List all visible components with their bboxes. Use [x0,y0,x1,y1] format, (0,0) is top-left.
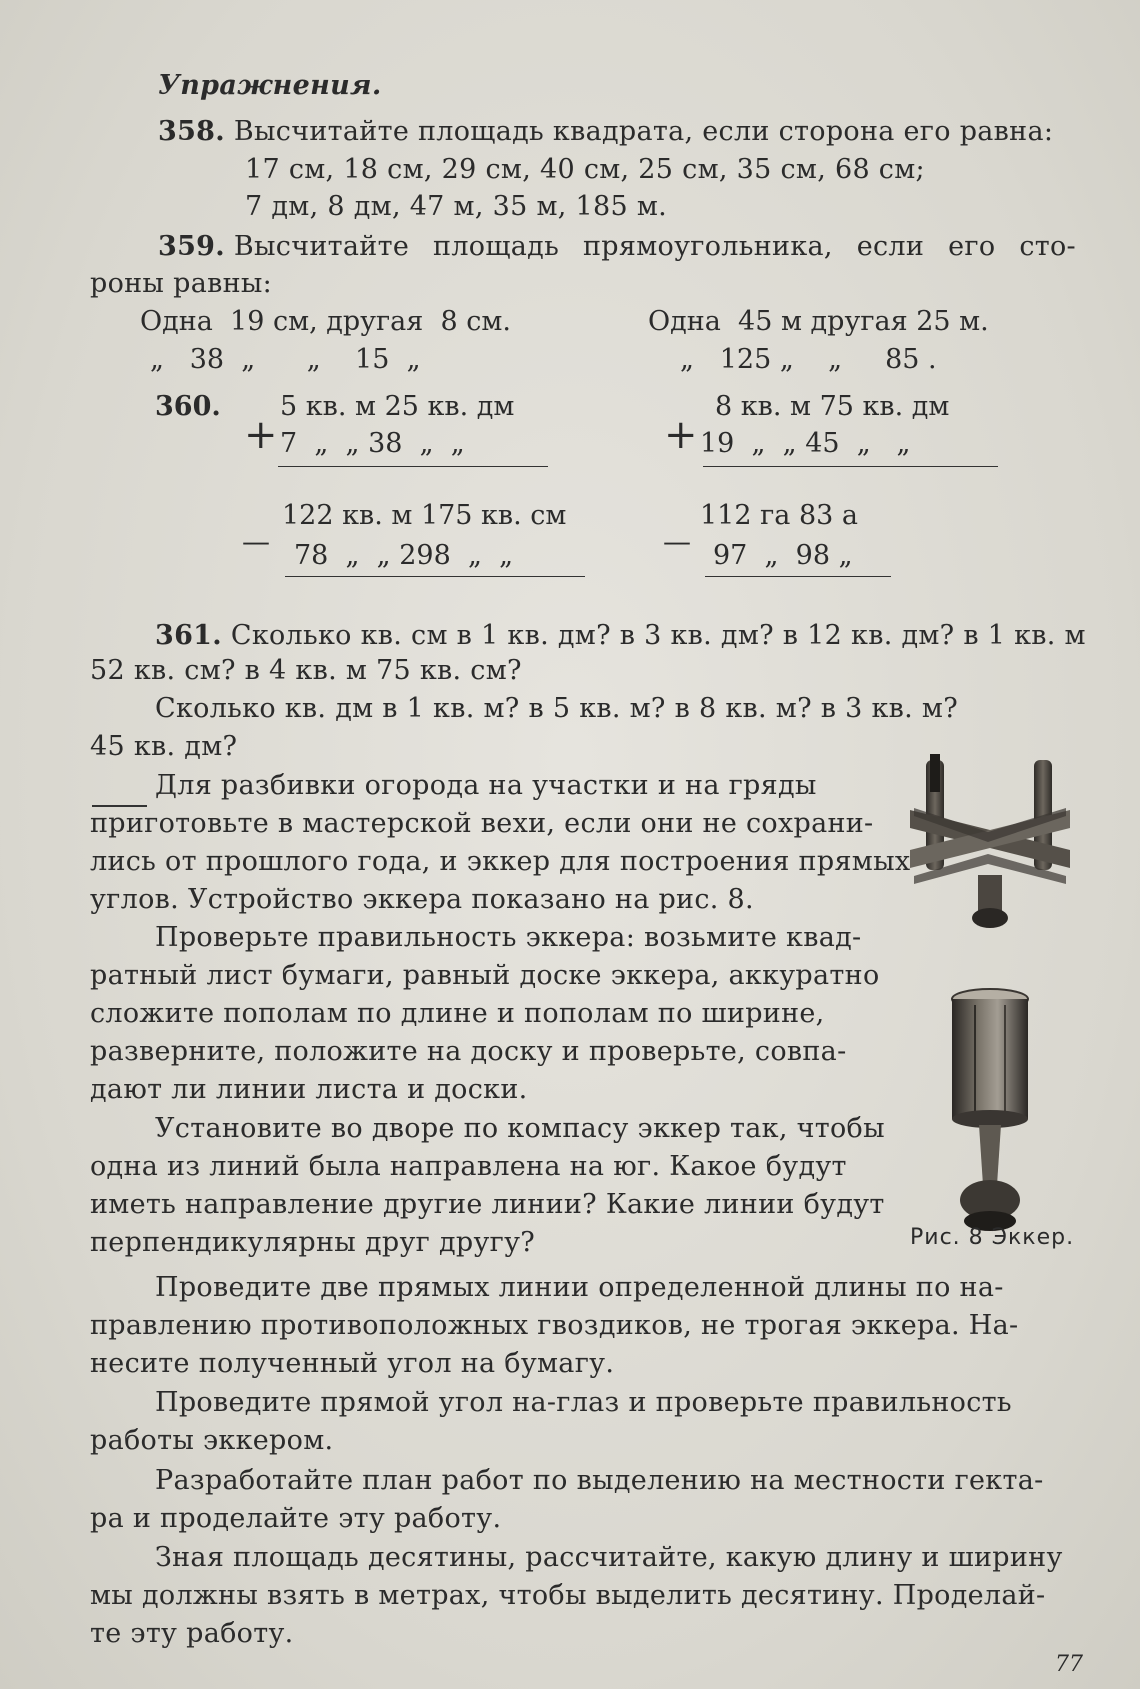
exercise-361-line3: Сколько кв. дм в 1 кв. м? в 5 кв. м? в 8 кв. м? в 3 кв. м? [155,693,958,724]
word: его [948,231,996,262]
exercise-358 [158,116,1053,148]
minus-sign: — [663,525,691,558]
diff-d-bottom: 97 „ 98 „ [713,540,853,571]
eccer-side-illustration [935,985,1045,1240]
sum-b-bottom: 19 „ „ 45 „ „ [700,428,911,459]
eccer-top-illustration [900,750,1080,940]
word: Высчитайте [233,231,410,262]
body-line: несите полученный угол на бумагу. [90,1348,615,1379]
body-line: те эту работу. [90,1618,294,1649]
figure-caption: Рис. 8 Эккер. [910,1225,1075,1250]
body-line: углов. Устройство эккера показано на рис. 8. [90,884,754,915]
body-line: приготовьте в мастерской вехи, если они не сохрани- [90,808,874,839]
plus-sign: + [244,412,278,458]
body-line: ра и проделайте эту работу. [90,1503,502,1534]
underline [285,576,585,577]
body-line: мы должны взять в метрах, чтобы выделить десятину. Проделай- [90,1580,1046,1611]
minus-sign: — [242,525,270,558]
exercise-359-line2: роны равны: [90,268,273,299]
body-line: одна из линий была направлена на юг. Какое будут [90,1151,847,1182]
word: прямоугольника, [583,231,833,262]
diff-d-top: 112 га 83 а [700,500,858,531]
body-line: дают ли линии листа и доски. [90,1074,528,1105]
body-line: разверните, положите на доску и проверьте, совпа- [90,1036,847,1067]
sum-a-bottom: 7 „ „ 38 „ „ [280,428,465,459]
plus-sign: + [664,412,698,458]
exercise-358-values-1: 17 см, 18 см, 29 см, 40 см, 25 см, 35 см, 68 см; [245,154,925,185]
body-line: лись от прошлого года, и эккер для построения прямых [90,846,911,877]
exercises-heading: Упражнения. [158,70,382,101]
exercise-360-number: 360. [155,391,221,422]
body-line: Разработайте план работ по выделению на местности гекта- [155,1465,1044,1496]
exercise-359 [158,231,1076,263]
sum-a-top: 5 кв. м 25 кв. дм [280,391,515,422]
diff-c-top: 122 кв. м 175 кв. см [282,500,567,531]
body-line: перпендикулярны друг другу? [90,1227,536,1258]
word: если [856,231,925,262]
diff-c-bottom: 78 „ „ 298 „ „ [294,540,514,571]
exercise-359-row2-left: „ 38 „ „ 15 „ [150,344,421,375]
exercise-361-line2: 52 кв. см? в 4 кв. м 75 кв. см? [90,655,522,686]
exercise-number: 358. [158,116,225,147]
body-line: Проведите прямой угол на-глаз и проверьте правильность [155,1387,1012,1418]
exercise-text: Высчитайте площадь квадрата, если сторона его равна: [233,116,1054,147]
exercise-361-line1: Сколько кв. см в 1 кв. дм? в 3 кв. дм? в 12 кв. дм? в 1 кв. м [230,620,1086,651]
underline [278,466,548,467]
dash-mark [92,805,147,807]
body-line: иметь направление другие линии? Какие линии будут [90,1189,885,1220]
underline [703,466,998,467]
exercise-359-row1-right: Одна 45 м другая 25 м. [648,306,989,337]
exercise-361 [155,620,1086,652]
word: площадь [433,231,560,262]
body-line: сложите пополам по длине и пополам по ширине, [90,998,825,1029]
exercise-number: 361. [155,620,222,651]
body-line: Зная площадь десятины, рассчитайте, какую длину и ширину [155,1542,1063,1573]
body-line: работы эккером. [90,1425,334,1456]
body-line: Установите во дворе по компасу эккер так, чтобы [155,1113,885,1144]
exercise-361-line4: 45 кв. дм? [90,731,238,762]
body-line: правлению противоположных гвоздиков, не трогая эккера. На- [90,1310,1019,1341]
exercise-359-row2-right: „ 125 „ „ 85 . [680,344,937,375]
body-line: Проверьте правильность эккера: возьмите квад- [155,922,862,953]
body-line: Проведите две прямых линии определенной длины по на- [155,1272,1004,1303]
exercise-number: 359. [158,231,225,262]
exercise-358-values-2: 7 дм, 8 дм, 47 м, 35 м, 185 м. [245,191,668,222]
page-number: 77 [1055,1652,1083,1677]
exercise-359-row1-left: Одна 19 см, другая 8 см. [140,306,511,337]
body-line: Для разбивки огорода на участки и на гряды [155,770,817,801]
sum-b-top: 8 кв. м 75 кв. дм [715,391,950,422]
underline [705,576,891,577]
word: сто- [1019,231,1076,262]
body-line: ратный лист бумаги, равный доске эккера, аккуратно [90,960,880,991]
